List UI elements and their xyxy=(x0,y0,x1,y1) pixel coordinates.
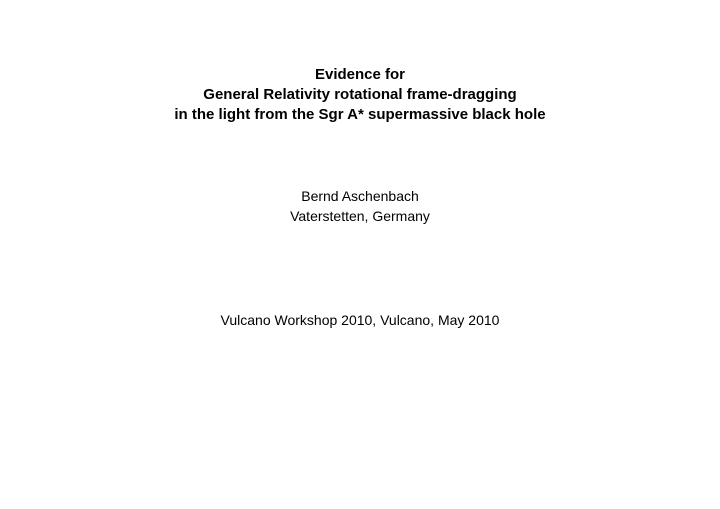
title-line-2: General Relativity rotational frame-dragging xyxy=(203,86,517,103)
title-line-3: in the light from the Sgr A* supermassive black hole xyxy=(174,106,546,123)
author-name: Bernd Aschenbach xyxy=(301,188,419,204)
author-info xyxy=(0,186,720,226)
author-location: Vaterstetten, Germany xyxy=(290,208,430,224)
slide-title xyxy=(0,65,720,125)
event-info: Vulcano Workshop 2010, Vulcano, May 2010 xyxy=(220,312,500,328)
title-line-1: Evidence for xyxy=(314,66,406,83)
